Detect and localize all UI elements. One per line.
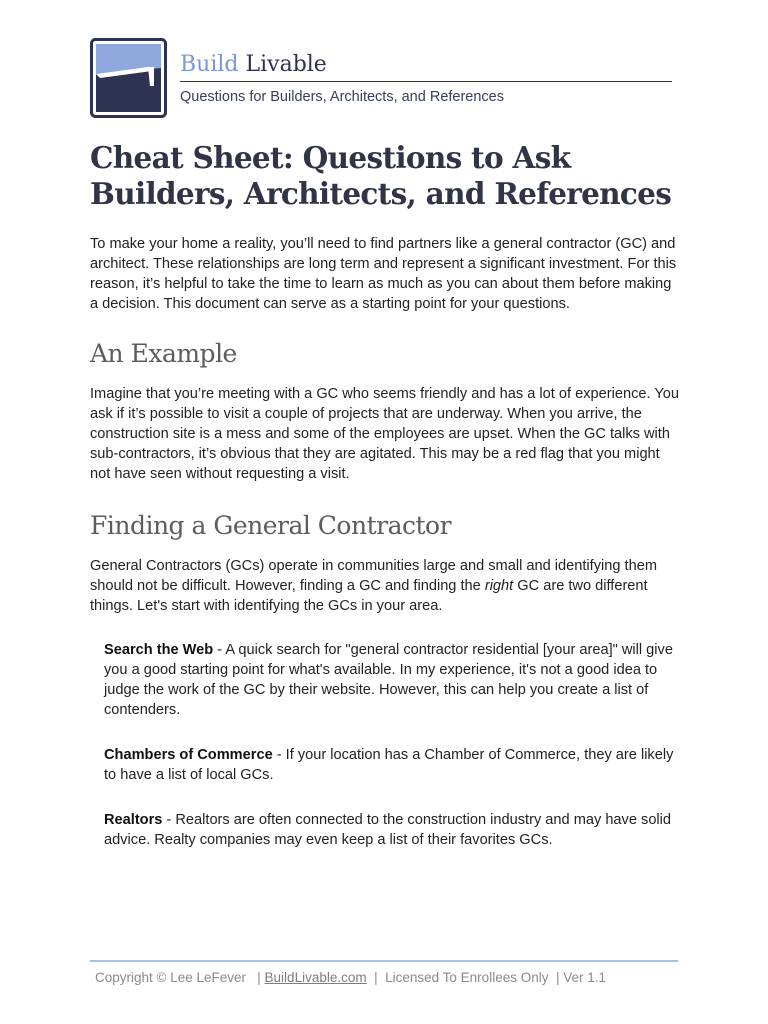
page-title: Cheat Sheet: Questions to Ask Builders, Architects, and References [90, 140, 672, 211]
intro-paragraph: To make your home a reality, you’ll need to find partners like a general contractor (GC) and architect. These relationships are long term and represent a significant investment. For this reason, it’s helpful to take the time to learn as much as you can about them before making a decision. This document can serve as a starting point for your questions. [90, 236, 677, 312]
footer-copyright: Copyright © Lee LeFever | [95, 970, 265, 985]
item-term: Search the Web [104, 642, 214, 658]
brand-word-livable: Livable [245, 52, 327, 77]
example-paragraph: Imagine that you’re meeting with a GC who seems friendly and has a lot of experience. You ask if it’s possible to visit a couple of projects that are underway. When you arrive, the construction site is a mess and some of the employees are upset. When the GC talks with sub-contractors, it’s obvious that they are agitated. This may be a red flag that you might not have seen without requesting a visit. [90, 386, 679, 482]
contractor-heading: Finding a General Contractor [90, 511, 452, 540]
item-term: Chambers of Commerce [104, 747, 273, 763]
brand-name [180, 52, 327, 77]
contractor-sources-list [90, 640, 682, 850]
footer-divider [90, 960, 678, 962]
contractor-text-start: General Contractors (GCs) operate in communities large and small and identifying them should not be difficult. However, finding a GC and finding the [90, 558, 657, 594]
example-heading: An Example [90, 339, 237, 368]
item-text: - If your location has a Chamber of Commerce, they are likely to have a list of local GCs. [104, 747, 674, 783]
page-footer [95, 970, 606, 985]
brand-word-build: Build [180, 52, 239, 77]
list-item [104, 640, 682, 720]
item-text: - Realtors are often connected to the construction industry and may have solid advice. Realty companies may even keep a list of their favorites GCs. [104, 812, 672, 848]
header-divider [180, 81, 672, 82]
list-item [104, 810, 682, 850]
contractor-paragraph [90, 556, 682, 616]
contractor-text-end: GC are two different things. Let's start with identifying the GCs in your area. [90, 578, 648, 614]
page-header [90, 38, 672, 118]
contractor-text-emphasis: right [484, 578, 514, 594]
footer-license: | Licensed To Enrollees Only | Ver 1.1 [366, 970, 607, 985]
list-item [104, 745, 682, 785]
build-livable-logo [90, 38, 167, 118]
footer-website-link[interactable]: BuildLivable.com [264, 970, 367, 985]
document-body [90, 140, 682, 875]
header-tagline: Questions for Builders, Architects, and References [180, 89, 504, 105]
item-text: - A quick search for "general contractor residential [your area]" will give you a good starting point for what's available. In my experience, it's not a good idea to judge the work of the GC by their website. However, this can help you create a list of contenders. [104, 642, 673, 718]
item-term: Realtors [104, 812, 163, 828]
